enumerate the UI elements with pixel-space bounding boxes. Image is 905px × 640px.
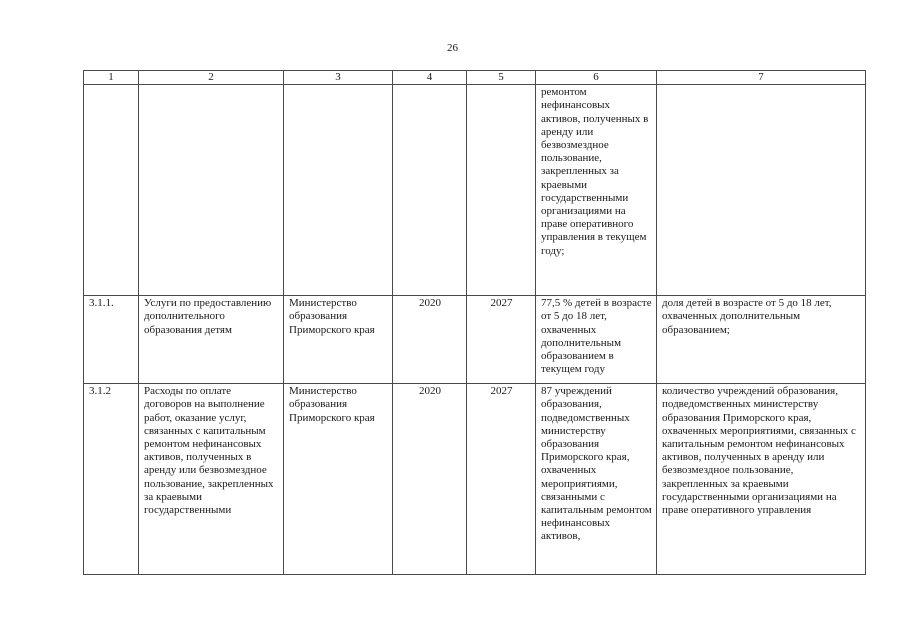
end-year-cell: 2027: [467, 384, 536, 575]
column-number-header: 1: [84, 71, 139, 85]
expected-result-cell: 77,5 % детей в возрасте от 5 до 18 лет, охваченных дополнительным образованием в текущем году: [536, 296, 657, 384]
item-number-cell: [84, 85, 139, 296]
column-number-header: 2: [139, 71, 284, 85]
column-number-header-row: [84, 71, 866, 85]
indicator-cell: доля детей в возрасте от 5 до 18 лет, охваченных дополнительным образованием;: [657, 296, 866, 384]
end-year-cell: 2027: [467, 296, 536, 384]
executor-cell: [284, 85, 393, 296]
item-number-cell: 3.1.1.: [84, 296, 139, 384]
indicator-cell: количество учреждений образования, подведомственных министерству образования Приморского края, охваченных мероприятиями, связанных с капитальным ремонтом нефинансовых активов, полученных в аренду или безвозмездное пользование, закрепленных за краевыми государственными организациями на праве оперативного управления: [657, 384, 866, 575]
start-year-cell: 2020: [393, 384, 467, 575]
start-year-cell: 2020: [393, 296, 467, 384]
start-year-cell: [393, 85, 467, 296]
column-number-header: 4: [393, 71, 467, 85]
table-row: [84, 296, 866, 384]
program-table: [83, 70, 866, 575]
expected-result-cell: 87 учреждений образования, подведомственных министерству образования Приморского края, охваченных мероприятиями, связанными с капитальным ремонтом нефинансовых активов,: [536, 384, 657, 575]
expected-result-cell: ремонтом нефинансовых активов, полученных в аренду или безвозмездное пользование, закрепленных за краевыми государственными организациями на праве оперативного управления в текущем году;: [536, 85, 657, 296]
executor-cell: Министерство образования Приморского края: [284, 384, 393, 575]
indicator-cell: [657, 85, 866, 296]
column-number-header: 3: [284, 71, 393, 85]
column-number-header: 6: [536, 71, 657, 85]
item-number-cell: 3.1.2: [84, 384, 139, 575]
item-name-cell: [139, 85, 284, 296]
item-name-cell: Расходы по оплате договоров на выполнение работ, оказание услуг, связанных с капитальным ремонтом нефинансовых активов, полученных в аренду или безвозмездное пользование, закрепленных за краевыми государственными: [139, 384, 284, 575]
end-year-cell: [467, 85, 536, 296]
item-name-cell: Услуги по предоставлению дополнительного образования детям: [139, 296, 284, 384]
column-number-header: 7: [657, 71, 866, 85]
column-number-header: 5: [467, 71, 536, 85]
page-number: 26: [447, 42, 458, 54]
table-row-continued: [84, 85, 866, 296]
executor-cell: Министерство образования Приморского края: [284, 296, 393, 384]
table-row: [84, 384, 866, 575]
